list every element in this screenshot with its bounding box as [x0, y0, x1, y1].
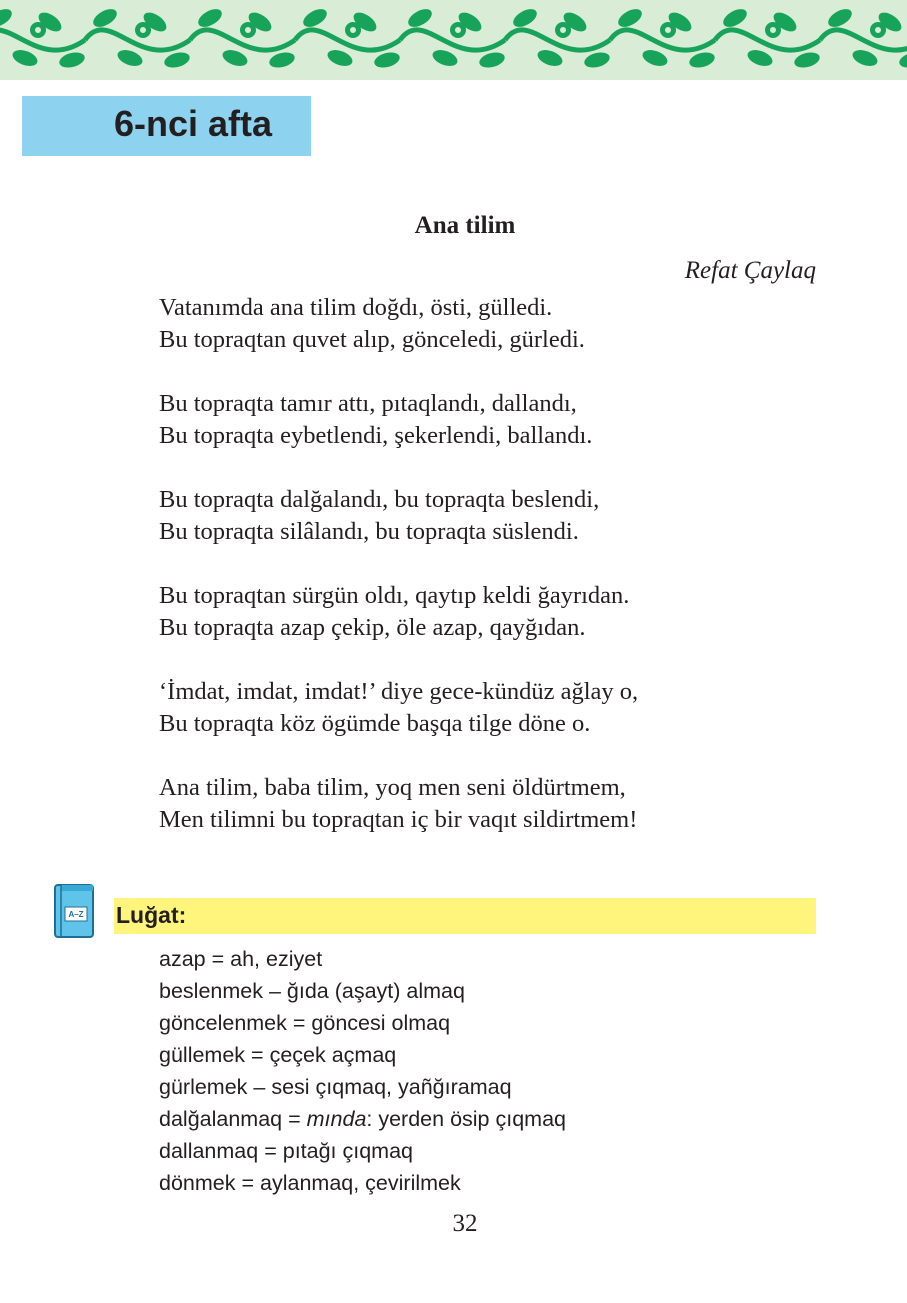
poem-line: Bu topraqta köz ögümde başqa tilge döne o. — [159, 710, 591, 737]
glossary-separator: = — [235, 1171, 261, 1195]
glossary-separator: = — [282, 1107, 307, 1131]
glossary-definition: ğıda (aşayt) almaq — [286, 979, 465, 1003]
poem-stanza — [159, 388, 819, 452]
week-heading — [22, 96, 311, 156]
poem-stanza — [159, 676, 819, 740]
glossary-note: mında — [306, 1107, 367, 1131]
glossary-entry — [159, 1071, 819, 1103]
poem-line: Bu topraqtan quvet alıp, gönceledi, gürledi. — [159, 326, 585, 353]
glossary-entry — [159, 975, 819, 1007]
glossary-separator: = — [286, 1011, 312, 1035]
poem-line: Bu topraqtan sürgün oldı, qaytıp keldi ğayrıdan. — [159, 582, 630, 609]
glossary-separator: – — [262, 979, 287, 1003]
glossary-term: güllemek — [159, 1043, 246, 1067]
poem-line: Vatanımda ana tilim doğdı, östi, gülledi. — [159, 294, 553, 321]
glossary-entry — [159, 1167, 819, 1199]
poem-line: ‘İmdat, imdat, imdat!’ diye gece-kündüz ağlay o, — [159, 678, 639, 705]
glossary-term: azap — [159, 947, 206, 971]
book-icon-label: A–Z — [68, 910, 84, 919]
poem-line: Ana tilim, baba tilim, yoq men seni öldürtmem, — [159, 774, 626, 801]
glossary-definition: aylanmaq, çevirilmek — [260, 1171, 461, 1195]
glossary-term: dallanmaq — [159, 1139, 259, 1163]
glossary-entry — [159, 1103, 819, 1135]
glossary-separator: – — [247, 1075, 272, 1099]
poem-author: Refat Çaylaq — [684, 257, 816, 284]
week-label: 6-nci afta — [114, 103, 273, 144]
poem-line: Men tilimni bu topraqtan iç bir vaqıt sildirtmem! — [159, 806, 638, 833]
floral-border-icon — [0, 0, 907, 80]
glossary-entry — [159, 943, 819, 975]
glossary-entry — [159, 1007, 819, 1039]
dictionary-book-icon — [53, 883, 97, 939]
glossary-definition: : yerden ösip çıqmaq — [366, 1107, 566, 1131]
poem-line: Bu topraqta dalğalandı, bu topraqta beslendi, — [159, 486, 600, 513]
floral-border-banner — [0, 0, 907, 80]
poem-stanza — [159, 580, 819, 644]
glossary-list — [159, 943, 819, 1199]
poem-line: Bu topraqta silâlandı, bu topraqta süslendi. — [159, 518, 579, 545]
glossary-term: gürlemek — [159, 1075, 248, 1099]
poem-stanza — [159, 292, 819, 356]
glossary-term: göncelenmek — [159, 1011, 287, 1035]
glossary-entry — [159, 1135, 819, 1167]
poem-title: Ana tilim — [414, 212, 516, 239]
glossary-separator: = — [245, 1043, 270, 1067]
glossary-definition: ah, eziyet — [230, 947, 323, 971]
glossary-term: beslenmek — [159, 979, 263, 1003]
poem-stanza — [159, 772, 819, 836]
poem-stanza — [159, 484, 819, 548]
poem-line: Bu topraqta eybetlendi, şekerlendi, ballandı. — [159, 422, 593, 449]
glossary-definition: pıtağı çıqmaq — [282, 1139, 414, 1163]
glossary-heading-bar — [114, 898, 816, 934]
glossary-entry — [159, 1039, 819, 1071]
page-number: 32 — [452, 1210, 478, 1237]
poem-line: Bu topraqta tamır attı, pıtaqlandı, dallandı, — [159, 390, 577, 417]
glossary-separator: = — [205, 947, 231, 971]
poem-line: Bu topraqta azap çekip, öle azap, qayğıdan. — [159, 614, 586, 641]
poem-body — [159, 292, 819, 868]
glossary-definition: sesi çıqmaq, yañğıramaq — [271, 1075, 512, 1099]
glossary-definition: çeçek açmaq — [269, 1043, 397, 1067]
glossary-heading: Luğat: — [116, 902, 187, 928]
glossary-term: dönmek — [159, 1171, 236, 1195]
glossary-separator: = — [258, 1139, 283, 1163]
glossary-term: dalğalanmaq — [159, 1107, 283, 1131]
glossary-definition: göncesi olmaq — [311, 1011, 451, 1035]
